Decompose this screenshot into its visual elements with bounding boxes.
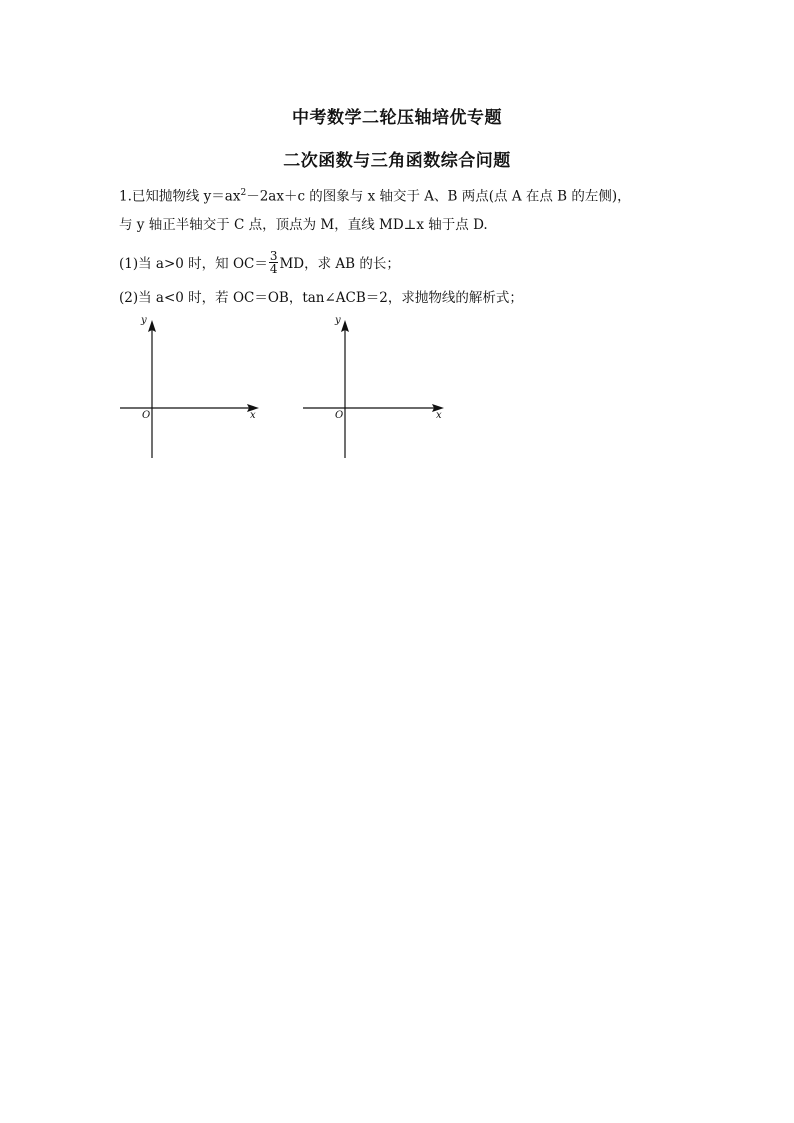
- problem-part-1: [119, 249, 400, 277]
- page-title: 中考数学二轮压轴培优专题: [292, 108, 502, 128]
- coordinate-axes-2: [298, 310, 448, 460]
- problem-line-1-b: －2ax＋c 的图象与 x 轴交于 A、B 两点(点 A 在点 B 的左侧)，: [246, 188, 631, 205]
- part-1-a: (1)当 a>0 时，知 OC＝: [119, 256, 268, 272]
- problem-line-1: [119, 184, 631, 206]
- exponent: 2: [240, 188, 247, 198]
- fraction-numerator: 3: [269, 249, 278, 263]
- page-subtitle: 二次函数与三角函数综合问题: [283, 151, 511, 171]
- fraction: [269, 250, 279, 275]
- coordinate-axes-1: [115, 310, 265, 460]
- y-axis-label: y: [141, 315, 147, 326]
- part-1-b: MD，求 AB 的长；: [279, 256, 400, 272]
- origin-label: O: [335, 410, 344, 421]
- fraction-denominator: 4: [269, 262, 278, 276]
- x-axis-label: x: [250, 410, 256, 421]
- problem-part-2: (2)当 a<0 时，若 OC＝OB，tan∠ACB＝2，求抛物线的解析式；: [119, 290, 523, 306]
- x-axis-label: x: [436, 410, 442, 421]
- origin-label: O: [142, 410, 151, 421]
- y-axis-label: y: [335, 315, 341, 326]
- problem-line-1-a: 1.已知抛物线 y＝ax: [119, 188, 241, 205]
- problem-line-2: 与 y 轴正半轴交于 C 点，顶点为 M，直线 MD⊥x 轴于点 D.: [119, 217, 488, 233]
